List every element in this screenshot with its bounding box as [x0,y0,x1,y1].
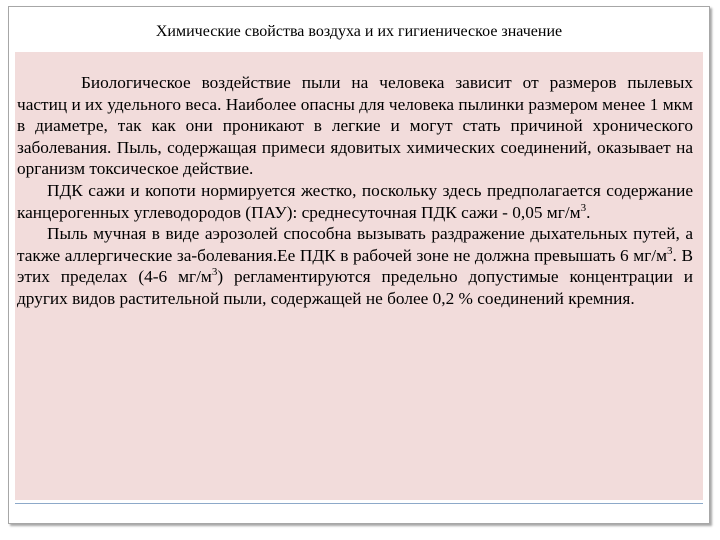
paragraph-text: . [586,202,591,222]
paragraph-text: . В этих пределах (4-6 мг/м [17,245,693,287]
superscript: 3 [580,201,587,214]
paragraph-text: Пыль мучная в виде аэрозолей способна вызывать раздражение дыхательных путей, а также аллергические за-болевания.Ее ПДК в рабочей зоне не должна превышать 6 мг/м [17,224,693,265]
paragraph-text: ) регламентируются предельно допустимые концентрации и других видов растительной пыли, содержащей не более 0,2 % соединений кремния. [17,267,693,308]
superscript: 3 [211,266,218,279]
slide-title: Химические свойства воздуха и их гигиеническое значение [155,23,563,40]
slide-frame [8,6,710,524]
slide-body [17,72,693,310]
paragraph-text: Биологическое воздействие пыли на человека зависит от размеров пылевых частиц и их удельного веса. Наиболее опасны для человека пылинки размером менее 1 мкм в диаметре, так как они проникают в легкие и могут стать причиной хронического заболевания. Пыль, содержащая примеси ядовитых химических соединений, оказывает на организм токсическое действие. [17,73,693,179]
paragraph-dust-effects [17,72,693,180]
superscript: 3 [667,244,673,257]
paragraph-text: ПДК сажи и копоти нормируется жестко, поскольку здесь предполагается содержание канцерогенных углеводородов (ПАУ): среднесуточная ПДК сажи - 0,05 мг/м [17,180,693,222]
paragraph-soot-limits [17,180,693,223]
footer-divider [15,503,703,504]
paragraph-flour-dust [17,223,693,309]
